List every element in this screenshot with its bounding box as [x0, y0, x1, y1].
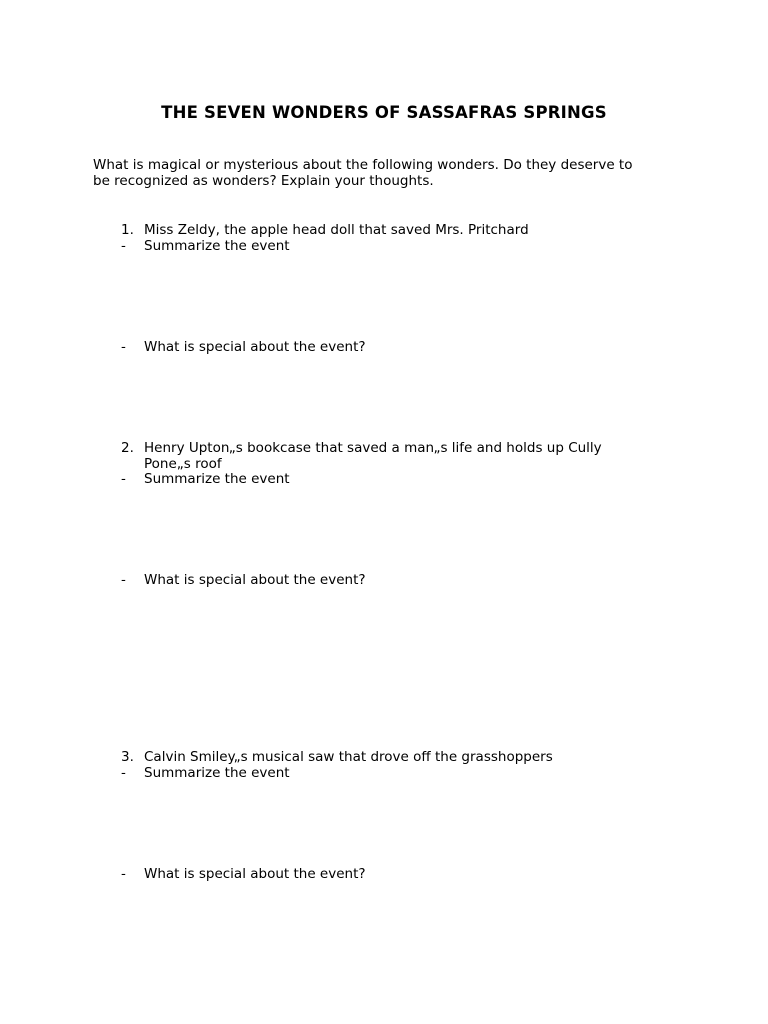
question-2-summarize-prompt [0, 472, 768, 488]
question-2-heading-continued [0, 457, 768, 473]
question-3-title: Calvin Smiley„s musical saw that drove off the grasshoppers [144, 749, 553, 765]
instructions-line-2: be recognized as wonders? Explain your thoughts. [93, 172, 434, 189]
bullet-dash: - [121, 339, 126, 355]
question-2-title-line-2: Pone„s roof [144, 456, 222, 472]
question-1-title: Miss Zeldy, the apple head doll that saved Mrs. Pritchard [144, 222, 529, 238]
document-title: THE SEVEN WONDERS OF SASSAFRAS SPRINGS [161, 103, 607, 122]
question-2-number: 2. [121, 440, 134, 456]
question-3-heading [0, 750, 768, 766]
question-2-heading [0, 441, 768, 457]
special-label: What is special about the event? [144, 572, 366, 588]
question-1-number: 1. [121, 222, 134, 238]
bullet-dash: - [121, 572, 126, 588]
question-1-summarize-prompt [0, 239, 768, 255]
question-2-special-prompt [0, 573, 768, 589]
summarize-label: Summarize the event [144, 765, 290, 781]
instructions-paragraph [93, 158, 683, 189]
summarize-label: Summarize the event [144, 238, 290, 254]
bullet-dash: - [121, 238, 126, 254]
question-1-heading [0, 223, 768, 239]
question-1-special-prompt [0, 340, 768, 356]
bullet-dash: - [121, 471, 126, 487]
summarize-label: Summarize the event [144, 471, 290, 487]
question-2-title-line-1: Henry Upton„s bookcase that saved a man„s life and holds up Cully [144, 440, 602, 456]
instructions-line-1: What is magical or mysterious about the following wonders. Do they deserve to [93, 157, 633, 173]
bullet-dash: - [121, 866, 126, 882]
question-3-number: 3. [121, 749, 134, 765]
question-3-special-prompt [0, 867, 768, 883]
bullet-dash: - [121, 765, 126, 781]
special-label: What is special about the event? [144, 866, 366, 882]
question-3-summarize-prompt [0, 766, 768, 782]
special-label: What is special about the event? [144, 339, 366, 355]
